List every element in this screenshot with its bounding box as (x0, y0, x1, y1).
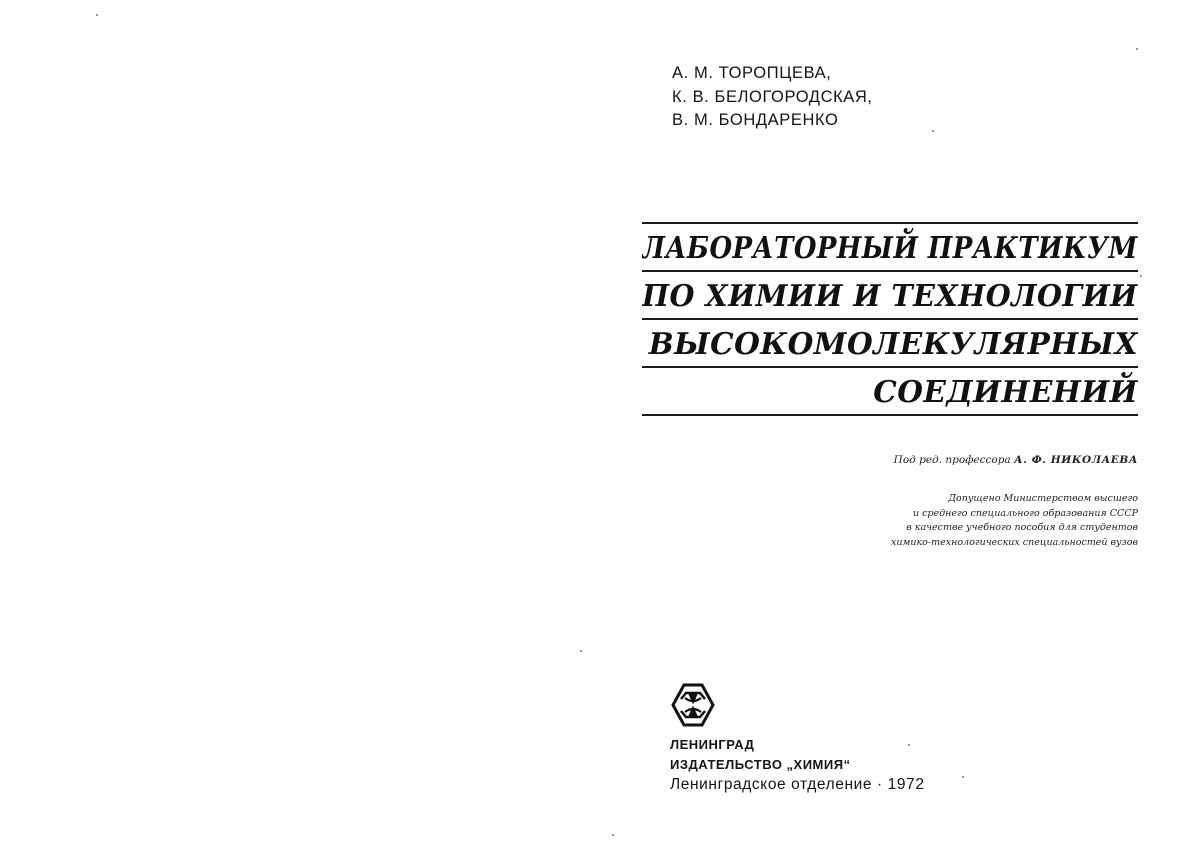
title-line: ВЫСОКОМОЛЕКУЛЯРНЫХ (648, 325, 1138, 361)
author-name: А. М. ТОРОПЦЕВА, (672, 64, 832, 82)
title-line: ПО ХИМИИ И ТЕХНОЛОГИИ (642, 277, 1138, 313)
scan-speck (96, 14, 98, 16)
title-line: СОЕДИНЕНИЙ (873, 373, 1138, 409)
editor-credit (820, 454, 1138, 466)
author-name: В. М. БОНДАРЕНКО (672, 111, 839, 129)
imprint-branch-year: Ленинградское отделение · 1972 (670, 776, 925, 793)
editor-prefix: Под ред. профессора (893, 454, 1011, 466)
imprint (670, 735, 925, 795)
imprint-publisher: ИЗДАТЕЛЬСТВО „ХИМИЯ“ (670, 757, 851, 772)
scan-speck (1140, 275, 1142, 277)
book-title (642, 222, 1138, 416)
scan-speck (580, 650, 582, 652)
approval-note (820, 492, 1138, 550)
editor-name: А. Ф. НИКОЛАЕВА (1014, 454, 1138, 466)
scan-speck (612, 834, 614, 836)
imprint-city: ЛЕНИНГРАД (670, 737, 755, 752)
author-name: К. В. БЕЛОГОРОДСКАЯ, (672, 87, 873, 106)
approval-line: в качестве учебного пособия для студентов (906, 522, 1138, 533)
approval-line: Допущено Министерством высшего (948, 493, 1138, 504)
publisher-logo-icon (670, 682, 716, 728)
approval-line: химико-технологических специальностей вузов (891, 536, 1138, 548)
author-list (672, 62, 873, 133)
scan-speck (932, 130, 934, 132)
approval-line: и среднего специального образования СССР (912, 507, 1138, 519)
title-line: ЛАБОРАТОРНЫЙ ПРАКТИКУМ (642, 229, 1138, 265)
title-rule (642, 414, 1138, 416)
scan-speck (962, 776, 964, 778)
scan-speck (1136, 48, 1138, 50)
